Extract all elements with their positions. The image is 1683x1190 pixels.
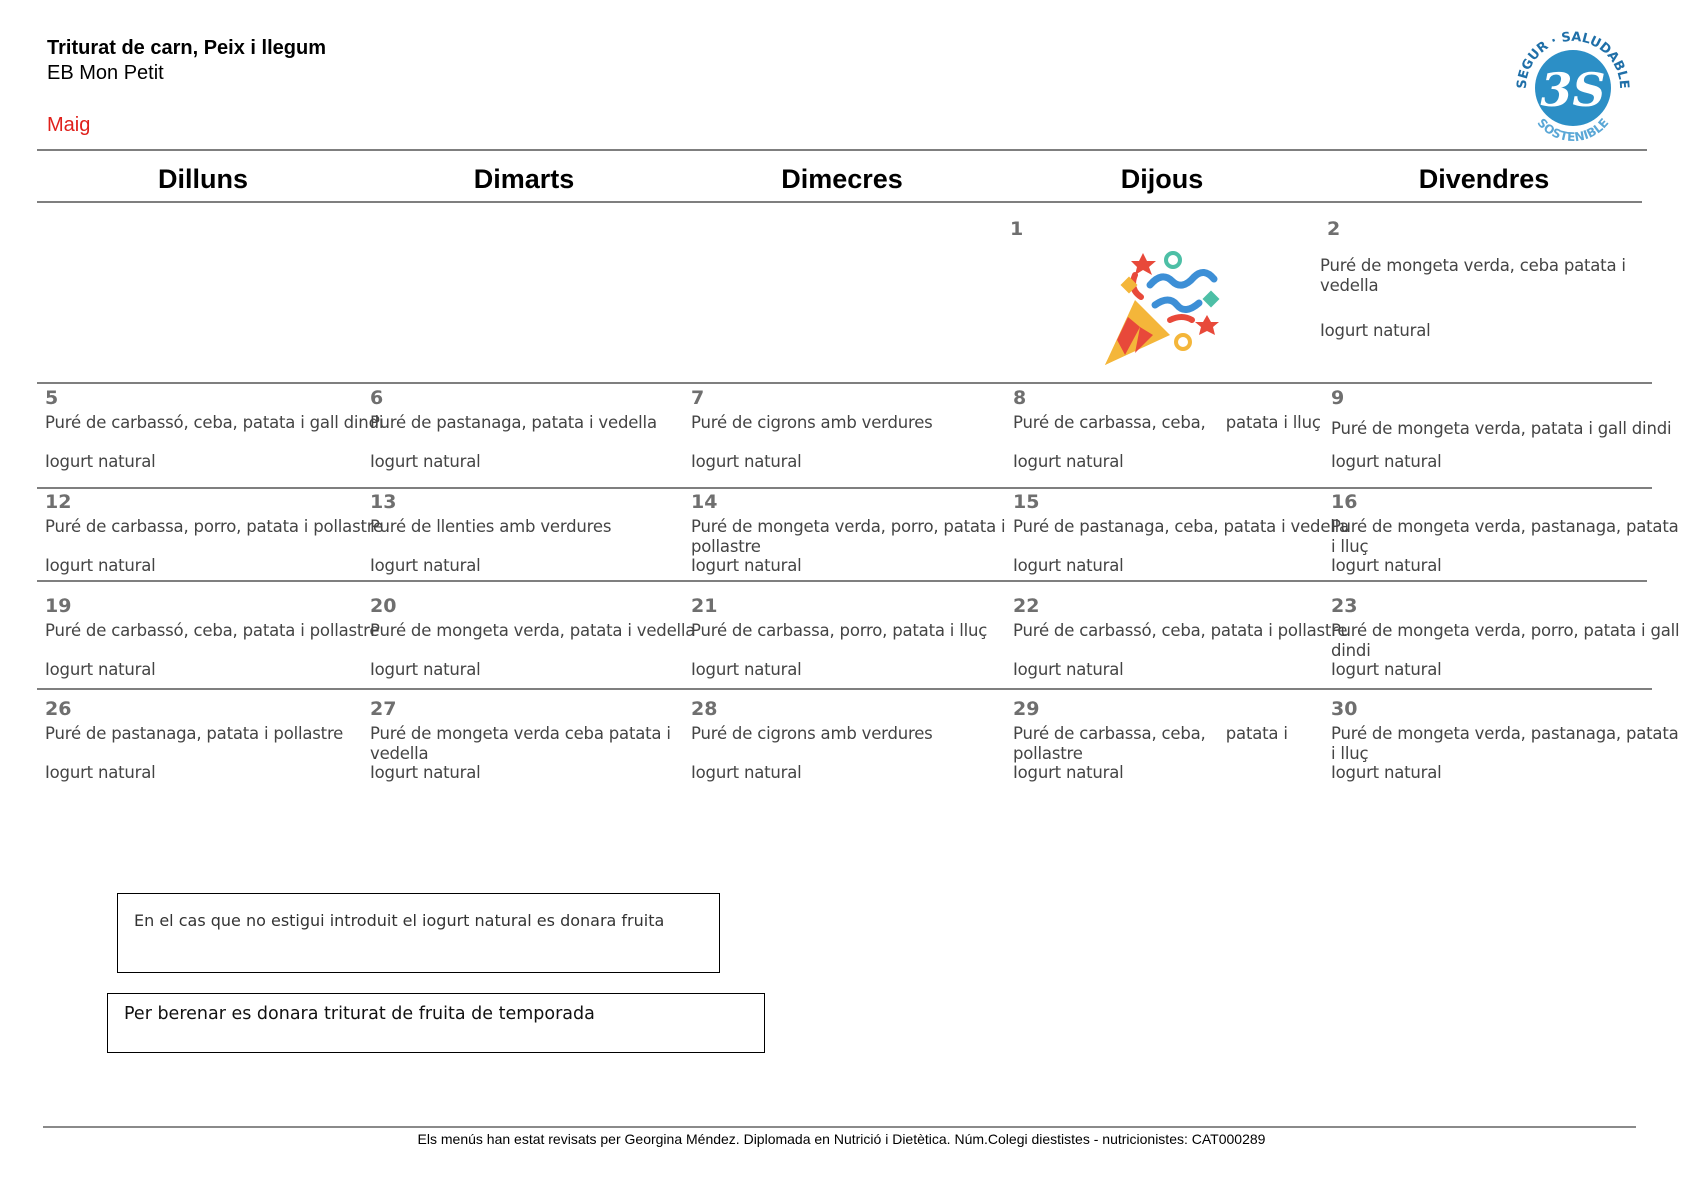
meal-main: Puré de mongeta verda, patata i gall dindi — [1331, 419, 1672, 438]
meal-dessert: Iogurt natural — [1013, 452, 1124, 471]
meal-main: Puré de carbassó, ceba, patata i pollastre — [1013, 621, 1348, 640]
meal-line: dindi — [1331, 641, 1371, 660]
meal-dessert: Iogurt natural — [45, 660, 156, 679]
meal-line: i lluç — [1331, 744, 1369, 763]
days-divider — [37, 201, 1642, 203]
meal-dessert: Iogurt natural — [1013, 556, 1124, 575]
meal-dessert: Iogurt natural — [691, 763, 802, 782]
week-divider — [37, 382, 1652, 384]
meal-dessert: Iogurt natural — [691, 452, 802, 471]
day-number: 30 — [1331, 698, 1358, 720]
meal-main — [1320, 256, 1626, 296]
meal-dessert: Iogurt natural — [1331, 660, 1442, 679]
meal-main: Puré de pastanaga, patata i vedella — [370, 413, 657, 432]
meal-line: Puré de mongeta verda ceba patata i — [370, 724, 671, 743]
day-number: 15 — [1013, 491, 1040, 513]
day-number: 5 — [45, 387, 59, 409]
meal-line: Puré de mongeta verda, porro, patata i — [691, 517, 1006, 536]
footer-credit: Els menús han estat revisats per Georgina Méndez. Diplomada en Nutrició i Dietètica. Núm.Colegi diestistes - nutricionistes: CAT000289 — [417, 1131, 1266, 1147]
day-number: 6 — [370, 387, 384, 409]
day-number: 13 — [370, 491, 397, 513]
meal-dessert: Iogurt natural — [370, 556, 481, 575]
meal-main: Puré de carbassa, ceba, patata i lluç — [1013, 413, 1321, 432]
svg-text:3S: 3S — [1540, 63, 1606, 117]
meal-main: Puré de pastanaga, ceba, patata i vedella — [1013, 517, 1349, 536]
day-number: 9 — [1331, 387, 1345, 409]
month-label: Maig — [47, 114, 91, 136]
party-popper-icon — [1095, 245, 1225, 370]
meal-dessert: Iogurt natural — [1013, 763, 1124, 782]
day-number: 7 — [691, 387, 705, 409]
day-number: 22 — [1013, 595, 1040, 617]
yogurt-note-text: En el cas que no estigui introduit el iogurt natural es donara fruita — [134, 911, 665, 930]
meal-dessert: Iogurt natural — [370, 452, 481, 471]
meal-line: Puré de mongeta verda, pastanaga, patata — [1331, 517, 1679, 536]
meal-dessert: Iogurt natural — [1013, 660, 1124, 679]
svg-text:SEGUR · SALUDABLE: SEGUR · SALUDABLE — [1514, 29, 1632, 90]
meal-dessert: Iogurt natural — [1331, 452, 1442, 471]
day-number: 21 — [691, 595, 718, 617]
header-divider — [37, 149, 1647, 151]
meal-main: Puré de carbassa, porro, patata i pollastre — [45, 517, 383, 536]
yogurt-note-box — [117, 893, 720, 973]
meal-line: Puré de carbassa, ceba, patata i — [1013, 724, 1288, 743]
meal-dessert: Iogurt natural — [370, 763, 481, 782]
meal-dessert: Iogurt natural — [1320, 321, 1431, 340]
day-number: 16 — [1331, 491, 1358, 513]
meal-dessert: Iogurt natural — [1331, 763, 1442, 782]
meal-line: vedella — [370, 744, 429, 763]
day-number: 2 — [1327, 218, 1341, 240]
meal-line: i lluç — [1331, 537, 1369, 556]
snack-note-text: Per berenar es donara triturat de fruita de temporada — [124, 1004, 595, 1024]
day-number: 8 — [1013, 387, 1027, 409]
meal-line: Puré de mongeta verda, ceba patata i — [1320, 256, 1626, 275]
day-number: 19 — [45, 595, 72, 617]
day-number: 20 — [370, 595, 397, 617]
meal-main — [1331, 621, 1679, 661]
meal-line: Puré de mongeta verda, porro, patata i gall — [1331, 621, 1680, 640]
day-number: 23 — [1331, 595, 1358, 617]
meal-dessert: Iogurt natural — [45, 452, 156, 471]
week-divider — [37, 688, 1652, 690]
day-header-dilluns: Dilluns — [157, 164, 248, 194]
week-divider — [37, 580, 1647, 582]
meal-main — [691, 517, 1005, 557]
meal-line: pollastre — [691, 537, 761, 556]
day-number: 26 — [45, 698, 72, 720]
day-number: 27 — [370, 698, 397, 720]
meal-main: Puré de cigrons amb verdures — [691, 413, 933, 432]
meal-main — [1331, 517, 1679, 557]
svg-text:SOSTENIBLE: SOSTENIBLE — [1534, 115, 1612, 145]
day-number: 12 — [45, 491, 72, 513]
day-header-divendres: Divendres — [1418, 164, 1550, 194]
day-header-dimecres: Dimecres — [781, 164, 903, 194]
meal-main — [1013, 724, 1288, 764]
day-header-dimarts: Dimarts — [473, 164, 575, 194]
segur-saludable-sostenible-logo — [1508, 26, 1638, 146]
meal-main: Puré de carbassó, ceba, patata i gall dindi — [45, 413, 384, 432]
day-header-dijous: Dijous — [1120, 164, 1204, 194]
meal-dessert: Iogurt natural — [45, 763, 156, 782]
meal-line: Puré de mongeta verda, pastanaga, patata — [1331, 724, 1679, 743]
meal-main: Puré de llenties amb verdures — [370, 517, 612, 536]
meal-main: Puré de mongeta verda, patata i vedella — [370, 621, 696, 640]
snack-note-box — [107, 993, 765, 1053]
meal-main: Puré de cigrons amb verdures — [691, 724, 933, 743]
meal-dessert: Iogurt natural — [691, 660, 802, 679]
meal-line: pollastre — [1013, 744, 1083, 763]
meal-main — [370, 724, 671, 764]
day-number: 14 — [691, 491, 718, 513]
footer-divider — [43, 1126, 1636, 1128]
school-name: EB Mon Petit — [47, 62, 164, 84]
day-number: 1 — [1010, 218, 1024, 240]
day-number: 28 — [691, 698, 718, 720]
menu-title: Triturat de carn, Peix i llegum — [47, 37, 326, 59]
meal-main: Puré de pastanaga, patata i pollastre — [45, 724, 344, 743]
meal-line: vedella — [1320, 276, 1379, 295]
day-number: 29 — [1013, 698, 1040, 720]
meal-main: Puré de carbassa, porro, patata i lluç — [691, 621, 988, 640]
meal-main: Puré de carbassó, ceba, patata i pollastre — [45, 621, 380, 640]
meal-dessert: Iogurt natural — [691, 556, 802, 575]
meal-main — [1331, 724, 1679, 764]
week-divider — [37, 487, 1652, 489]
meal-dessert: Iogurt natural — [45, 556, 156, 575]
meal-dessert: Iogurt natural — [1331, 556, 1442, 575]
meal-dessert: Iogurt natural — [370, 660, 481, 679]
